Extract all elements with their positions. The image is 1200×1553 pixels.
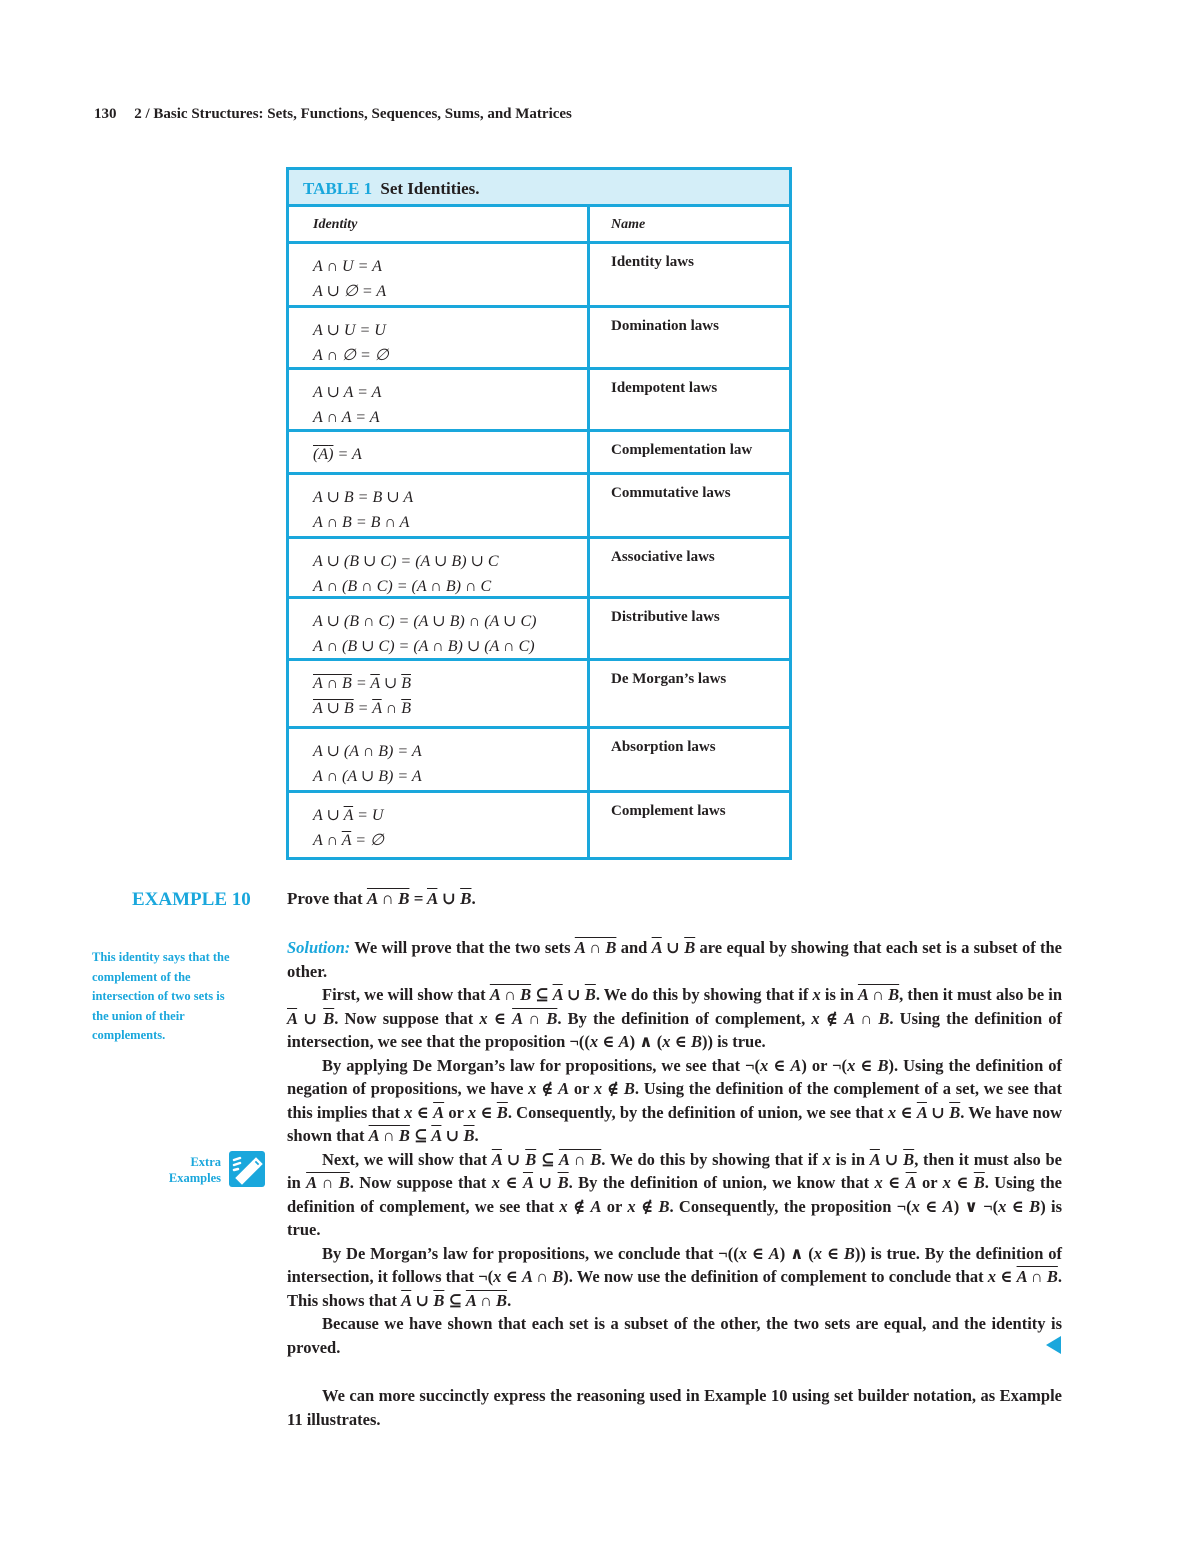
law-name: Domination laws	[611, 318, 719, 334]
column-header-identity: Identity	[313, 217, 358, 232]
margin-note: This identity says that the complement of the intersection of two sets is the union of their complements.	[92, 950, 230, 1042]
proof-paragraph: Solution: We will prove that the two sets A ∩ B and $\overline{A}$ ∪ $\overline{B}$ are equal by showing that each set is a subset of the other.	[287, 938, 1063, 981]
table-title: Set Identities.	[380, 179, 480, 198]
table-row	[289, 432, 789, 475]
chapter-title: 2 / Basic Structures: Sets, Functions, Sequences, Sums, and Matrices	[134, 106, 572, 122]
table-row	[289, 793, 789, 853]
law-name: De Morgan’s laws	[611, 671, 727, 687]
table-row	[289, 308, 789, 370]
closing-paragraph	[287, 1384, 1062, 1431]
running-header	[94, 106, 572, 123]
identity-cell: A ∪ U = U A ∩ ∅ = ∅	[313, 322, 389, 364]
table-row	[289, 661, 789, 729]
proof-paragraph: Because we have shown that each set is a subset of the other, the two sets are equal, and the identity is proved.	[287, 1314, 1062, 1357]
law-name: Complementation law	[611, 442, 753, 458]
prove-word: Prove that	[287, 889, 363, 908]
solution-label: Solution:	[287, 938, 351, 957]
extra-examples-link[interactable]	[150, 1151, 265, 1193]
table-row	[289, 475, 789, 539]
law-name: Absorption laws	[611, 739, 716, 755]
law-name: Commutative laws	[611, 485, 731, 501]
pencil-icon	[229, 1151, 265, 1187]
identity-cell: A ∪ A = A A ∩ A = A	[313, 384, 382, 426]
identity-cell: A ∪ B = B ∪ A A ∩ B = B ∩ A	[313, 489, 414, 531]
identity-cell: (A) = A	[313, 446, 362, 463]
proof-paragraph: First, we will show that A ∩ B ⊆ $\overline{A}$ ∪ $\overline{B}$. We do this by showing that if x is in A ∩ B, then it must also be in $\overline{A}$ ∪ $\overline{B}$. Now suppose that x ∈ A ∩ B. By the definition of complement, x ∉ A ∩ B. Using the definition of intersection, we see that the proposition ¬((x ∈ A) ∧ (x ∈ B)) is true.	[287, 985, 1063, 1051]
identity-cell: A ∪ (B ∪ C) = (A ∪ B) ∪ C A ∩ (B ∩ C) = (A ∩ B) ∩ C	[313, 553, 499, 595]
law-name: Identity laws	[611, 254, 694, 270]
extra-examples-line1: Extra	[190, 1155, 221, 1169]
identity-cell: A ∩ $B = \overline{A}$ ∪ $\overline{B}$ A ∪ $B = \overline{A}$ ∩ $\overline{B}$	[313, 675, 412, 717]
example-label: EXAMPLE 10	[132, 889, 251, 910]
table-row	[289, 729, 789, 793]
closing-text: We can more succinctly express the reasoning used in Example 10 using set builder notation, as Example 11 illustrates.	[287, 1386, 1062, 1429]
table-header-row	[289, 207, 789, 244]
law-name: Associative laws	[611, 549, 715, 565]
example-statement: Prove that A ∩ $B = \overline{A}$ ∪ $\overline{B}$.	[287, 889, 476, 908]
law-name: Complement laws	[611, 803, 726, 819]
law-name: Distributive laws	[611, 609, 720, 625]
proof-paragraph: By De Morgan’s law for propositions, we conclude that ¬((x ∈ A) ∧ (x ∈ B)) is true. By the definition of intersection, it follows that ¬(x ∈ A ∩ B). We now use the definition of complement to conclude that x ∈ A ∩ B. This shows that $\overline{A}$ ∪ $\overline{B}$ ⊆ A ∩ B.	[287, 1243, 1062, 1310]
page-number: 130	[94, 106, 117, 122]
identity-cell: A ∪ $\overline{A} = U$ A ∩ $\overline{A}$ = ∅	[313, 807, 384, 849]
table-caption	[289, 170, 789, 207]
table-label: TABLE 1	[303, 179, 373, 198]
identity-cell: A ∪ (B ∩ C) = (A ∪ B) ∩ (A ∪ C) A ∩ (B ∪ C) = (A ∩ B) ∪ (A ∩ C)	[313, 613, 537, 655]
table-row	[289, 244, 789, 308]
proof-paragraph: Next, we will show that $\overline{A}$ ∪ $\overline{B}$ ⊆ A ∩ B. We do this by showing that if x is in $\overline{A}$ ∪ $\overline{B}$, then it must also be in A ∩ B. Now suppose that x ∈ $\overline{A}$ ∪ $\overline{B}$. By the definition of union, we know that x ∈ $\overline{A}$ or x ∈ $\overline{B}$. Using the definition of complement, we see that x ∉ A or x ∉ B. Consequently, the proposition ¬(x ∈ A) ∨ ¬(x ∈ B) is true.	[287, 1149, 1063, 1239]
proof-body	[287, 936, 1062, 1359]
identity-cell: A ∩ U = A A ∪ ∅ = A	[313, 258, 387, 300]
table-row	[289, 599, 789, 661]
identity-cell: A ∪ (A ∩ B) = A A ∩ (A ∪ B) = A	[313, 743, 422, 785]
law-name: Idempotent laws	[611, 380, 718, 396]
extra-examples-line2: Examples	[168, 1171, 221, 1185]
table-row	[289, 370, 789, 432]
column-header-name: Name	[611, 217, 646, 232]
set-identities-table	[286, 167, 792, 860]
end-of-example-marker	[1046, 1336, 1061, 1354]
extra-examples-label	[169, 1154, 221, 1186]
proof-paragraph: By applying De Morgan’s law for propositions, we see that ¬(x ∈ A) or ¬(x ∈ B). Using the definition of negation of propositions, we have x ∉ A or x ∉ B. Using the definition of the complement of a set, we see that this implies that x ∈ $\overline{A}$ or x ∈ $\overline{B}$. Consequently, by the definition of union, we see that x ∈ $\overline{A}$ ∪ $\overline{B}$. We have now shown that A ∩ B ⊆ $\overline{A}$ ∪ $\overline{B}$.	[287, 1055, 1063, 1145]
table-row	[289, 539, 789, 599]
